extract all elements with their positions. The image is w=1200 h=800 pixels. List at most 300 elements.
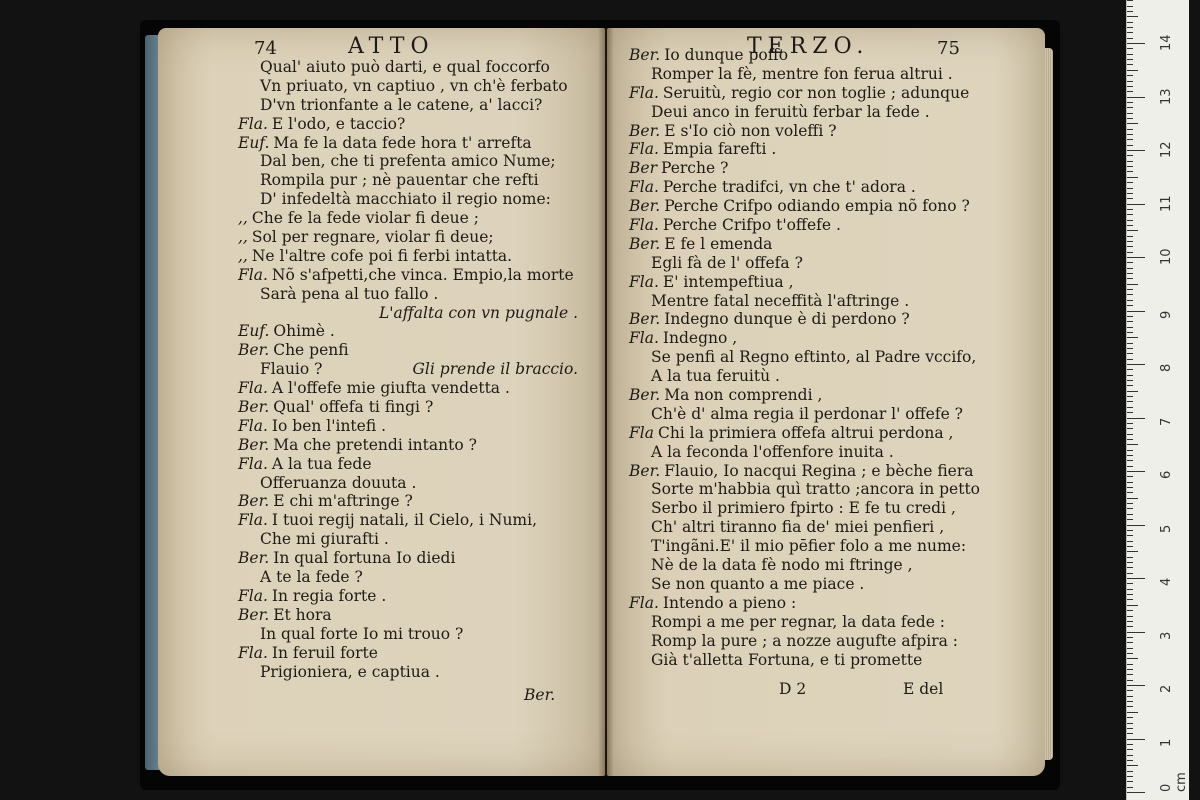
ruler-tick xyxy=(1127,712,1138,713)
ruler-tick xyxy=(1127,246,1133,247)
text-line xyxy=(629,103,989,122)
ruler-tick xyxy=(1127,535,1133,536)
line-text: Deui anco in feruitù ferbar la fede . xyxy=(651,102,930,121)
ruler-tick xyxy=(1127,129,1133,130)
text-line xyxy=(629,348,989,367)
ruler-tick xyxy=(1127,701,1133,702)
text-line xyxy=(629,159,989,178)
ruler-tick xyxy=(1127,139,1133,140)
ruler-tick xyxy=(1127,97,1145,98)
ruler-tick xyxy=(1127,332,1133,333)
text-line xyxy=(238,285,588,304)
line-text: Sarà pena al tuo fallo . xyxy=(260,284,439,303)
speaker-label: Ber. xyxy=(238,605,270,624)
line-text: Qual' aiuto può darti, e qual foccorfo xyxy=(260,58,550,76)
line-text: Ma fe la data fede hora t' arrefta xyxy=(273,133,532,152)
speaker-label: Ber. xyxy=(238,492,270,511)
ruler-tick xyxy=(1127,498,1138,499)
text-line xyxy=(238,58,588,77)
line-text: Nõ s'afpetti,che vinca. Empio,la morte xyxy=(271,265,574,284)
speaker-label: Ber. xyxy=(238,341,270,360)
ruler-tick xyxy=(1127,632,1145,633)
text-line xyxy=(238,568,588,587)
ruler-tick xyxy=(1127,262,1133,263)
ruler-tick xyxy=(1127,428,1133,429)
line-text: Et hora xyxy=(273,605,332,624)
line-text: Perche Crifpo t'offefe . xyxy=(662,216,841,235)
ruler-tick xyxy=(1127,6,1133,7)
ruler-tick xyxy=(1127,706,1133,707)
line-text: T'ingãni.E' il mio pēfier folo a me nume: xyxy=(651,537,967,556)
ruler-tick xyxy=(1127,578,1145,579)
line-text: A l'offefe mie giufta vendetta . xyxy=(271,379,510,398)
ruler-tick xyxy=(1127,343,1133,344)
ruler-tick xyxy=(1127,444,1138,445)
speaker-label: Ber. xyxy=(238,549,270,568)
line-text: In qual fortuna Io diedi xyxy=(273,549,456,568)
ruler-tick xyxy=(1127,16,1138,17)
ruler-tick xyxy=(1127,573,1133,574)
ruler-tick xyxy=(1127,482,1133,483)
ruler-number: 9 xyxy=(1159,310,1174,319)
line-text: Ch'è d' alma regia il perdonar l' offefe ? xyxy=(651,404,963,423)
ruler-unit-label: 0 cm xyxy=(1159,772,1189,792)
line-text: E chi m'aftringe ? xyxy=(273,492,413,511)
measuring-ruler xyxy=(1126,0,1189,800)
line-text: D' infedeltà macchiato il regio nome: xyxy=(260,190,551,209)
ruler-tick xyxy=(1127,792,1145,793)
right-running-header: TERZO. xyxy=(747,34,870,59)
line-text: A te la fede ? xyxy=(260,568,363,587)
line-text: Ch' altri tiranno fia de' miei penfieri , xyxy=(651,518,945,537)
ruler-tick xyxy=(1127,642,1133,643)
ruler-tick xyxy=(1127,289,1133,290)
text-line xyxy=(238,96,588,115)
ruler-tick xyxy=(1127,781,1133,782)
text-line xyxy=(238,549,588,568)
ruler-tick xyxy=(1127,193,1133,194)
ruler-tick xyxy=(1127,311,1145,312)
ruler-tick xyxy=(1127,327,1133,328)
line-text: Rompila pur ; nè pauentar che refti xyxy=(260,171,539,190)
line-text: Perche ? xyxy=(660,159,729,178)
text-line xyxy=(629,518,989,537)
text-line xyxy=(238,474,588,493)
right-catchword: E del xyxy=(903,680,944,698)
ruler-number: 7 xyxy=(1159,417,1174,426)
line-text: In feruil forte xyxy=(271,643,378,662)
speaker-label: Fla. xyxy=(629,140,659,159)
ruler-tick xyxy=(1127,171,1133,172)
text-line xyxy=(629,443,989,462)
text-line xyxy=(238,625,588,644)
ruler-tick xyxy=(1127,594,1133,595)
ruler-tick xyxy=(1127,690,1133,691)
text-line xyxy=(238,115,588,134)
speaker-label: Fla. xyxy=(238,643,268,662)
ruler-tick xyxy=(1127,567,1133,568)
ruler-tick xyxy=(1127,81,1133,82)
ruler-tick xyxy=(1127,530,1133,531)
speaker-label: Fla. xyxy=(238,511,268,530)
ruler-tick xyxy=(1127,150,1145,151)
ruler-tick xyxy=(1127,658,1138,659)
ruler-number: 14 xyxy=(1159,34,1174,51)
ruler-tick xyxy=(1127,626,1133,627)
ruler-tick xyxy=(1127,321,1133,322)
ruler-tick xyxy=(1127,161,1133,162)
ruler-tick xyxy=(1127,771,1133,772)
ruler-tick xyxy=(1127,241,1133,242)
ruler-tick xyxy=(1127,546,1133,547)
line-text: Empia farefti . xyxy=(662,140,777,159)
text-line xyxy=(238,436,588,455)
ruler-tick xyxy=(1127,391,1138,392)
ruler-tick xyxy=(1127,348,1133,349)
ruler-tick xyxy=(1127,123,1138,124)
ruler-tick xyxy=(1127,177,1138,178)
line-text: Ma che pretendi intanto ? xyxy=(273,435,477,454)
ruler-tick xyxy=(1127,562,1133,563)
speaker-label: Fla. xyxy=(629,178,659,197)
ruler-tick xyxy=(1127,508,1133,509)
ruler-tick xyxy=(1127,59,1133,60)
ruler-tick xyxy=(1127,760,1133,761)
ruler-tick xyxy=(1127,696,1133,697)
ruler-tick xyxy=(1127,717,1133,718)
line-text: Indegno , xyxy=(662,329,738,348)
line-text: L'affalta con vn pugnale . xyxy=(379,303,578,322)
line-text: E fe l emenda xyxy=(664,234,773,253)
ruler-tick xyxy=(1127,583,1133,584)
ruler-tick xyxy=(1127,723,1133,724)
ruler-tick xyxy=(1127,113,1133,114)
ruler-tick xyxy=(1127,439,1133,440)
line-text: A la tua fede xyxy=(271,454,372,473)
ruler-tick xyxy=(1127,369,1133,370)
text-line xyxy=(238,247,588,266)
text-line xyxy=(629,329,989,348)
line-text: Io dunque poffo xyxy=(664,46,789,64)
ruler-tick xyxy=(1127,551,1138,552)
ruler-tick xyxy=(1127,664,1133,665)
line-text: I tuoi regij natali, il Cielo, i Numi, xyxy=(271,511,538,530)
ruler-tick xyxy=(1127,214,1133,215)
text-line xyxy=(629,367,989,386)
text-line xyxy=(629,499,989,518)
speaker-label: Ber. xyxy=(629,197,661,216)
left-page xyxy=(158,28,605,776)
ruler-number: 1 xyxy=(1159,738,1174,747)
signature-mark: D 2 xyxy=(779,680,807,698)
text-line xyxy=(629,575,989,594)
line-text: Perche tradifci, vn che t' adora . xyxy=(662,178,916,197)
speaker-label: Fla xyxy=(629,423,654,442)
speaker-label: Ber. xyxy=(238,398,270,417)
ruler-tick xyxy=(1127,605,1138,606)
line-text: Qual' offefa ti fingi ? xyxy=(273,398,434,417)
speaker-label: ,, xyxy=(238,246,248,265)
text-line xyxy=(629,84,989,103)
ruler-tick xyxy=(1127,305,1133,306)
ruler-tick xyxy=(1127,0,1133,1)
left-running-header: ATTO xyxy=(348,34,435,59)
ruler-number: 5 xyxy=(1159,524,1174,533)
text-line xyxy=(629,386,989,405)
ruler-number: 11 xyxy=(1159,194,1174,212)
line-text: D'vn trionfante a le catene, a' lacci? xyxy=(260,95,543,114)
text-line xyxy=(629,178,989,197)
text-line xyxy=(629,310,989,329)
text-line xyxy=(238,209,588,228)
ruler-tick xyxy=(1127,230,1138,231)
line-text: Ne l'altre cofe poi fi ferbi intatta. xyxy=(251,246,513,265)
text-line xyxy=(238,190,588,209)
ruler-tick xyxy=(1127,278,1133,279)
ruler-tick xyxy=(1127,75,1133,76)
line-text: Se non quanto a me piace . xyxy=(651,574,865,593)
ruler-tick xyxy=(1127,733,1133,734)
ruler-tick xyxy=(1127,685,1145,686)
line-text: E l'odo, e taccio? xyxy=(271,114,406,133)
ruler-tick xyxy=(1127,294,1133,295)
speaker-label: Fla. xyxy=(629,272,659,291)
text-line xyxy=(238,304,588,323)
text-line xyxy=(629,632,989,651)
ruler-tick xyxy=(1127,54,1133,55)
line-text: E' intempeftiua , xyxy=(662,272,794,291)
ruler-tick xyxy=(1127,669,1133,670)
ruler-tick xyxy=(1127,744,1133,745)
left-page-text xyxy=(238,58,588,681)
left-page-number: 74 xyxy=(254,38,277,59)
speaker-label: Ber. xyxy=(629,234,661,253)
ruler-tick xyxy=(1127,423,1133,424)
speaker-label: Ber. xyxy=(629,386,661,405)
ruler-tick xyxy=(1127,460,1133,461)
ruler-tick xyxy=(1127,375,1133,376)
text-line xyxy=(238,266,588,285)
ruler-tick xyxy=(1127,385,1133,386)
ruler-tick xyxy=(1127,787,1133,788)
text-line xyxy=(629,613,989,632)
ruler-tick xyxy=(1127,118,1133,119)
ruler-tick xyxy=(1127,27,1133,28)
speaker-label: Ber. xyxy=(629,46,661,64)
ruler-tick xyxy=(1127,353,1133,354)
speaker-label: Euf. xyxy=(238,133,270,152)
line-text: Intendo a pieno : xyxy=(662,593,797,612)
text-line xyxy=(629,235,989,254)
ruler-tick xyxy=(1127,198,1133,199)
line-text: Mentre fatal neceffità l'aftringe . xyxy=(651,291,910,310)
text-line xyxy=(629,424,989,443)
text-line xyxy=(629,140,989,159)
ruler-tick xyxy=(1127,589,1133,590)
speaker-label: Ber. xyxy=(629,461,661,480)
line-text: Che penfi xyxy=(273,341,349,360)
line-text: Se penfi al Regno eftinto, al Padre vccifo, xyxy=(651,348,977,367)
line-text: Ohimè . xyxy=(273,322,335,341)
line-text: Flauio ? xyxy=(260,360,323,379)
text-line xyxy=(629,46,989,65)
line-text: Io ben l'intefi . xyxy=(271,416,387,435)
speaker-label: Fla. xyxy=(238,586,268,605)
ruler-tick xyxy=(1127,316,1133,317)
text-line xyxy=(238,587,588,606)
line-text: Sol per regnare, violar fi deue; xyxy=(251,228,494,247)
text-line xyxy=(238,511,588,530)
line-text: In regia forte . xyxy=(271,586,387,605)
ruler-tick xyxy=(1127,637,1133,638)
ruler-tick xyxy=(1127,182,1133,183)
text-line xyxy=(238,171,588,190)
ruler-tick xyxy=(1127,765,1138,766)
ruler-tick xyxy=(1127,359,1133,360)
text-line xyxy=(238,530,588,549)
line-text: Prigioniera, e captiua . xyxy=(260,662,440,681)
ruler-tick xyxy=(1127,434,1133,435)
text-line xyxy=(238,644,588,663)
text-line xyxy=(238,228,588,247)
ruler-tick xyxy=(1127,220,1133,221)
text-line xyxy=(238,134,588,153)
line-text: Vn priuato, vn captiuo , vn ch'è ferbato xyxy=(260,76,568,95)
line-text: Egli fà de l' offefa ? xyxy=(651,253,803,272)
line-text: Romper la fè, mentre fon ferua altrui . xyxy=(651,64,953,83)
right-page xyxy=(607,28,1045,776)
ruler-tick xyxy=(1127,487,1133,488)
speaker-label: Ber xyxy=(629,159,657,178)
speaker-label: ,, xyxy=(238,209,248,228)
text-line xyxy=(629,537,989,556)
line-text: Ma non comprendi , xyxy=(664,386,823,405)
ruler-tick xyxy=(1127,38,1133,39)
speaker-label: Fla. xyxy=(629,593,659,612)
ruler-tick xyxy=(1127,337,1138,338)
speaker-label: Fla. xyxy=(238,265,268,284)
ruler-tick xyxy=(1127,418,1145,419)
ruler-tick xyxy=(1127,749,1133,750)
ruler-tick xyxy=(1127,621,1133,622)
ruler-tick xyxy=(1127,541,1133,542)
ruler-tick xyxy=(1127,380,1133,381)
text-line xyxy=(238,360,588,379)
text-line xyxy=(238,398,588,417)
ruler-tick xyxy=(1127,401,1133,402)
ruler-tick xyxy=(1127,471,1145,472)
speaker-label: Fla. xyxy=(629,83,659,102)
stage-direction: Gli prende il braccio. xyxy=(412,360,578,379)
text-line xyxy=(629,594,989,613)
ruler-tick xyxy=(1127,252,1133,253)
ruler-tick xyxy=(1127,557,1133,558)
ruler-tick xyxy=(1127,11,1133,12)
text-line xyxy=(238,455,588,474)
ruler-number: 2 xyxy=(1159,684,1174,693)
text-line xyxy=(629,122,989,141)
text-line xyxy=(629,273,989,292)
text-line xyxy=(629,556,989,575)
ruler-tick xyxy=(1127,455,1133,456)
speaker-label: ,, xyxy=(238,228,248,247)
text-line xyxy=(629,65,989,84)
text-line xyxy=(629,216,989,235)
line-text: Offeruanza douuta . xyxy=(260,473,417,492)
ruler-tick xyxy=(1127,145,1133,146)
ruler-tick xyxy=(1127,492,1133,493)
ruler-tick xyxy=(1127,22,1133,23)
speaker-label: Ber. xyxy=(238,435,270,454)
ruler-number: 4 xyxy=(1159,577,1174,586)
line-text: Indegno dunque è di perdono ? xyxy=(664,310,910,329)
text-line xyxy=(238,341,588,360)
book-gutter xyxy=(598,28,614,776)
ruler-number: 6 xyxy=(1159,470,1174,479)
ruler-tick xyxy=(1127,450,1133,451)
ruler-tick xyxy=(1127,300,1133,301)
speaker-label: Fla. xyxy=(238,454,268,473)
line-text: Chi la primiera offefa altrui perdona , xyxy=(657,423,954,442)
ruler-tick xyxy=(1127,32,1133,33)
ruler-tick xyxy=(1127,755,1133,756)
ruler-tick xyxy=(1127,204,1145,205)
ruler-tick xyxy=(1127,225,1133,226)
line-text: Flauio, Io nacqui Regina ; e bèche fiera xyxy=(664,461,974,480)
speaker-label: Ber. xyxy=(629,310,661,329)
speaker-label: Ber. xyxy=(629,121,661,140)
ruler-tick xyxy=(1127,64,1133,65)
text-line xyxy=(629,292,989,311)
line-text: Nè de la data fè nodo mi ftringe , xyxy=(651,556,913,575)
text-line xyxy=(238,322,588,341)
ruler-tick xyxy=(1127,525,1145,526)
text-line xyxy=(238,77,588,96)
ruler-tick xyxy=(1127,396,1133,397)
text-line xyxy=(238,492,588,511)
ruler-tick xyxy=(1127,273,1133,274)
line-text: E s'Io ciò non voleffi ? xyxy=(664,121,837,140)
ruler-tick xyxy=(1127,209,1133,210)
line-text: Dal ben, che ti prefenta amico Nume; xyxy=(260,152,556,171)
ruler-tick xyxy=(1127,70,1138,71)
ruler-tick xyxy=(1127,268,1133,269)
ruler-number: 8 xyxy=(1159,363,1174,372)
speaker-label: Fla. xyxy=(238,416,268,435)
ruler-tick xyxy=(1127,739,1145,740)
ruler-number: 10 xyxy=(1159,248,1174,265)
speaker-label: Fla. xyxy=(238,114,268,133)
ruler-tick xyxy=(1127,503,1133,504)
ruler-tick xyxy=(1127,776,1133,777)
line-text: Romp la pure ; a nozze augufte afpira : xyxy=(651,631,959,650)
ruler-tick xyxy=(1127,466,1133,467)
ruler-tick xyxy=(1127,674,1133,675)
line-text: A la feconda l'offenfore inuita . xyxy=(651,442,894,461)
line-text: Sorte m'habbia quì tratto ;ancora in petto xyxy=(651,480,981,499)
right-page-text xyxy=(629,46,989,669)
line-text: Già t'alletta Fortuna, e ti promette xyxy=(651,650,923,669)
text-line xyxy=(629,480,989,499)
ruler-tick xyxy=(1127,134,1133,135)
ruler-tick xyxy=(1127,407,1133,408)
ruler-number: 13 xyxy=(1159,87,1174,105)
line-text: Perche Crifpo odiando empia nõ fono ? xyxy=(664,197,970,216)
speaker-label: Fla. xyxy=(629,329,659,348)
ruler-tick xyxy=(1127,616,1133,617)
text-line xyxy=(238,417,588,436)
ruler-tick xyxy=(1127,43,1145,44)
